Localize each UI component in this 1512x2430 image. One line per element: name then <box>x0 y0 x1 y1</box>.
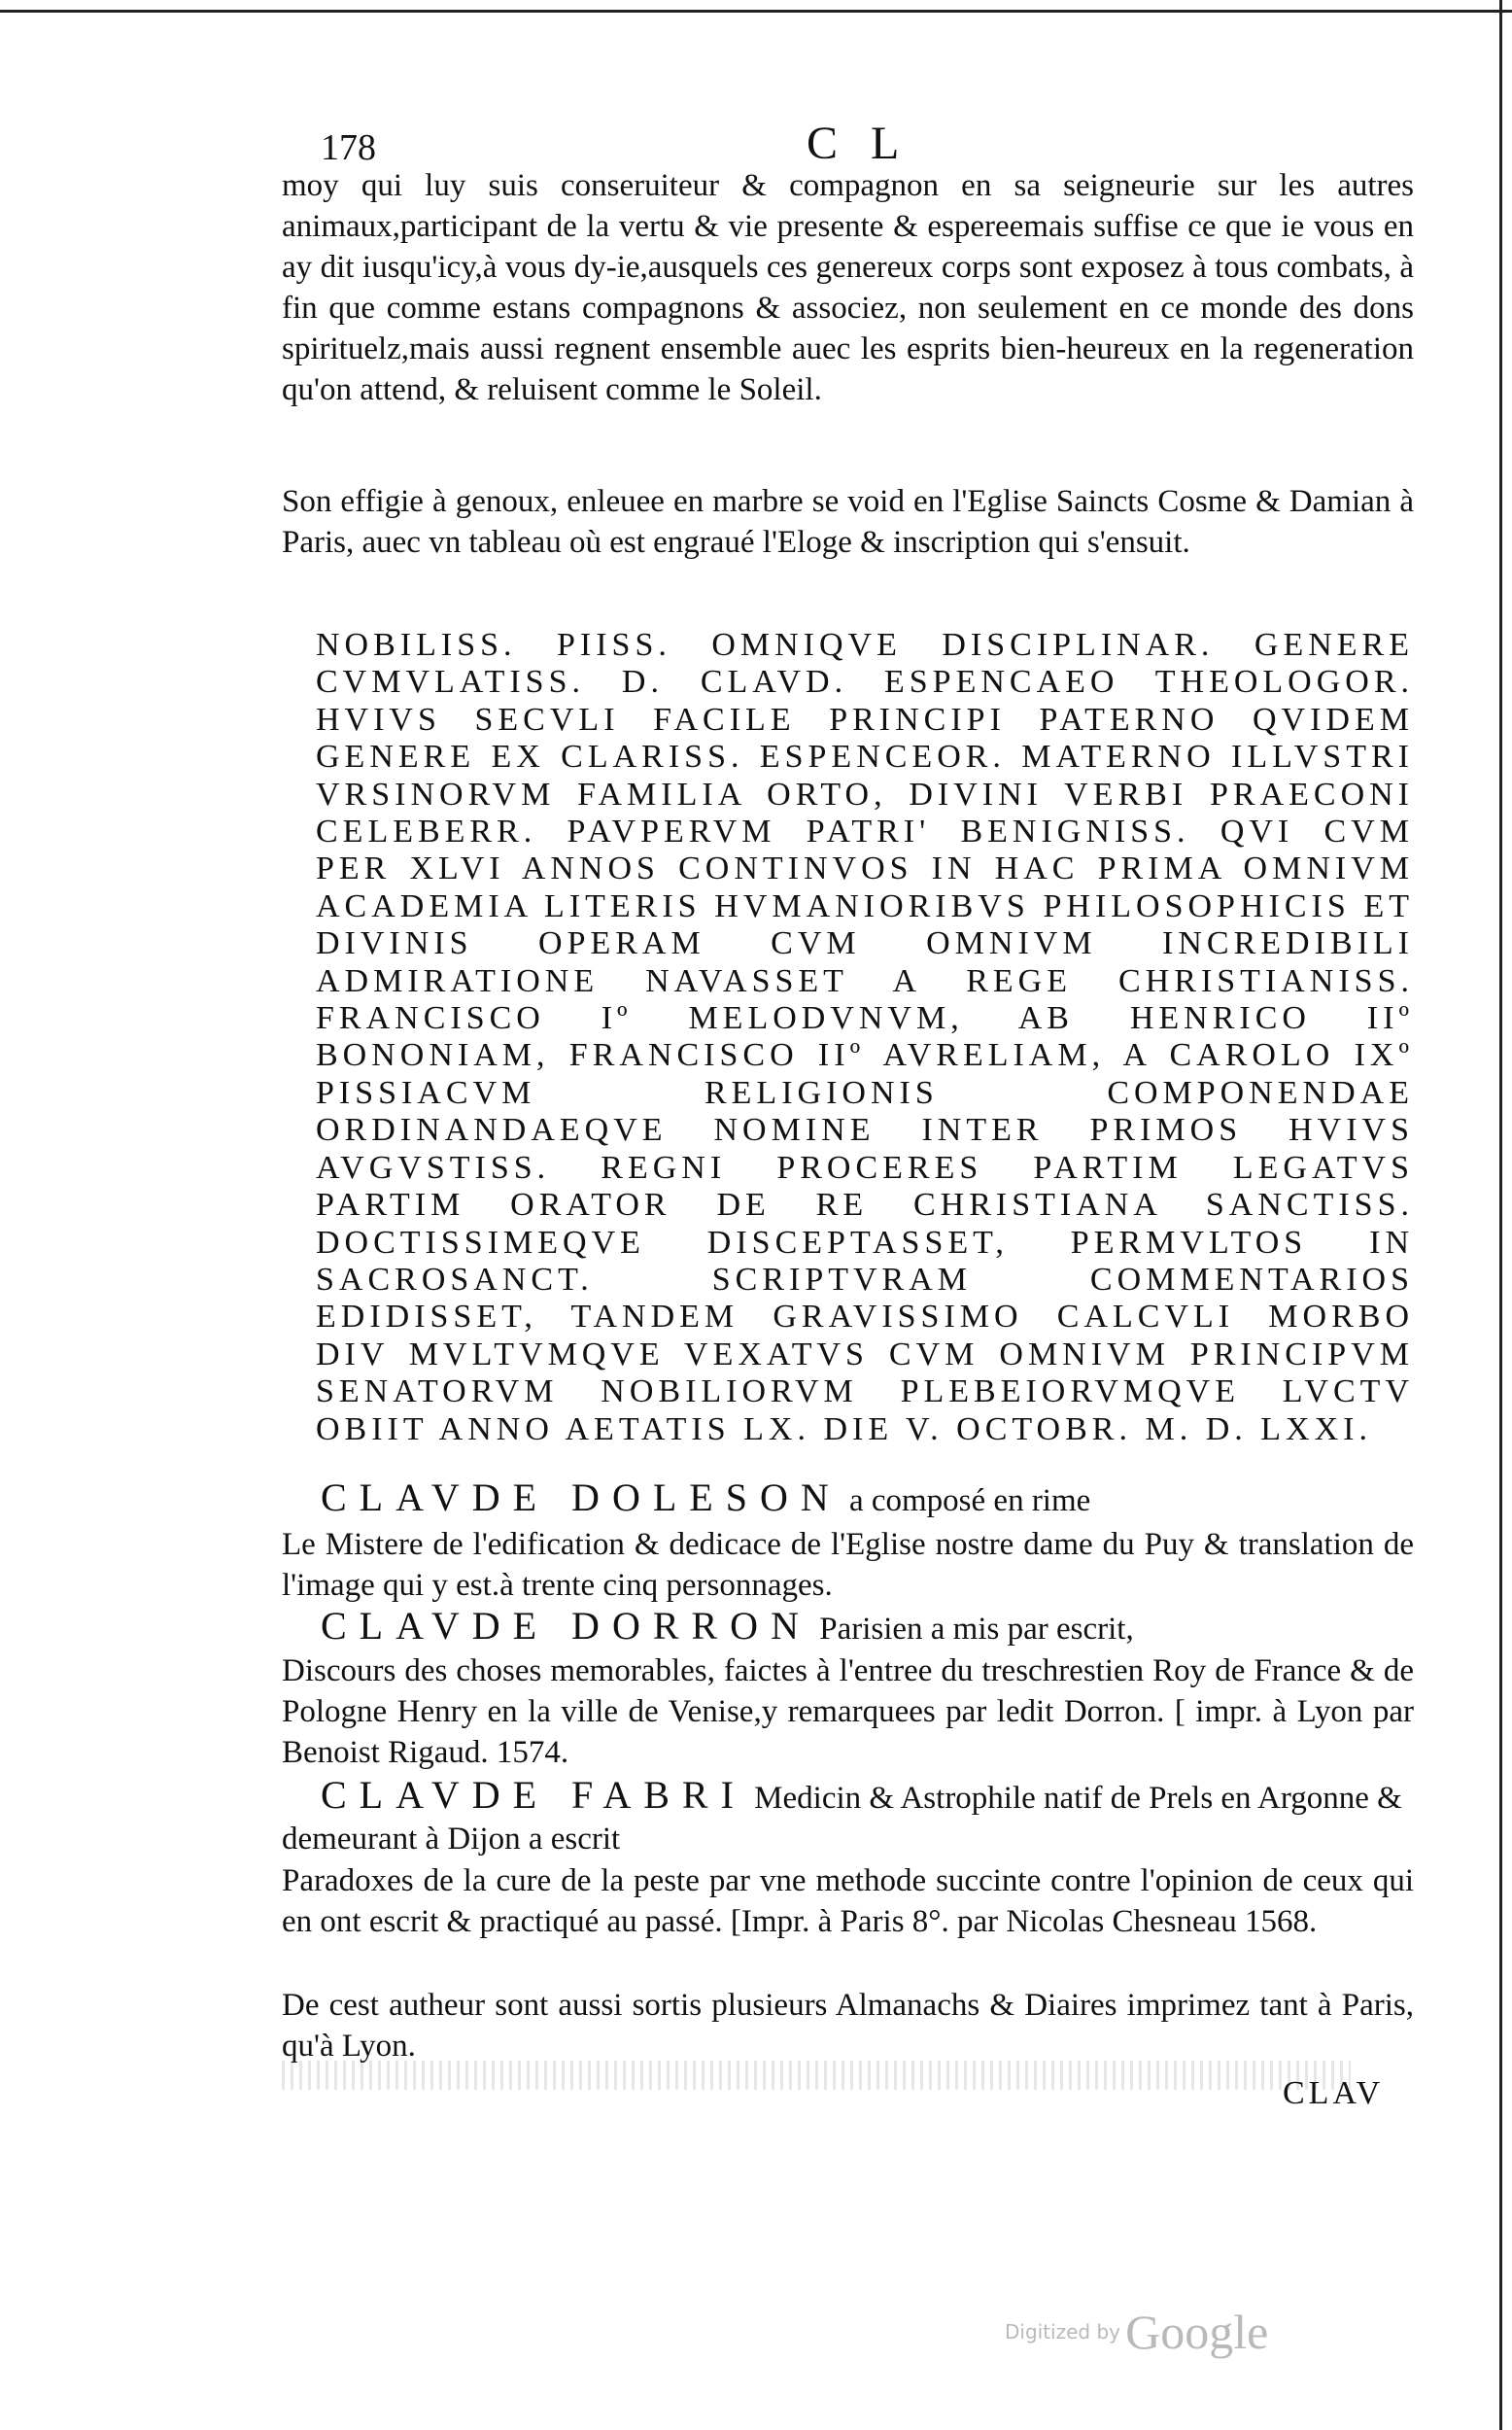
book-page <box>282 0 1414 2430</box>
entry-extra-fabri: De cest autheur sont aussi sortis plusieurs Almanachs & Diaires imprimez tant à Paris, qu'à Lyon. <box>282 1988 1414 2064</box>
bleed-through-text <box>282 2061 1351 2090</box>
paragraph-eloge-end: moy qui luy suis conseruiteur & compagnon en sa seigneurie sur les autres animaux,participant de la vertu & vie presente & espereemais suffise ce que ie vous en ay dit iusqu'icy,à vous dy-ie,ausquels ces genereux corps sont exposez à tous combats, à fin que comme estans compagnons & associez, non seulement en ce monde des dons spirituelz,mais aussi regnent ensemble auec les esprits bien-heureux en la regeneration qu'on attend, & reluisent comme le Soleil. <box>282 168 1414 407</box>
author-name-doleson: CLAVDE DOLESON <box>321 1475 842 1519</box>
author-intro-fabri: Medicin & Astrophile natif de Prels en Argonne & demeurant à Dijon a escrit <box>282 1781 1402 1857</box>
entry-text-dorron: Discours des choses memorables, faictes à l'entree du treschrestien Roy de France & de Pologne Henry en la ville de Venise,y remarquees par ledit Dorron. [ impr. à Lyon par Benoist Rigaud. 1574. <box>282 1653 1414 1770</box>
paragraph-effigy: Son effigie à genoux, enleuee en marbre se void en l'Eglise Saincts Cosme & Damian à Paris, auec vn tableau où est engraué l'Eloge & inscription qui s'ensuit. <box>282 484 1414 560</box>
epitaph-inscription: NOBILISS. PIISS. OMNIQVE DISCIPLINAR. GENERE CVMVLATISS. D. CLAVD. ESPENCAEO THEOLOGOR. HVIVS SECVLI FACILE PRINCIPI PATERNO QVIDEM GENERE EX CLARISS. ESPENCEOR. MATERNO ILLVSTRI VRSINORVM FAMILIA ORTO, DIVINI VERBI PRAECONI CELEBERR. PAVPERVM PATRI' BENIGNISS. QVI CVM PER XLVI ANNOS CONTINVOS IN HAC PRIMA OMNIVM ACADEMIA LITERIS HVMANIORIBVS PHILOSOPHICIS ET DIVINIS OPERAM CVM OMNIVM INCREDIBILI ADMIRATIONE NAVASSET A REGE CHRISTIANISS. FRANCISCO Iº MELODVNVM, AB HENRICO IIº BONONIAM, FRANCISCO IIº AVRELIAM, A CAROLO IXº PISSIACVM RELIGIONIS COMPONENDAE ORDINANDAEQVE NOMINE INTER PRIMOS HVIVS AVGVSTISS. REGNI PROCERES PARTIM LEGATVS PARTIM ORATOR DE RE CHRISTIANA SANCTISS. DOCTISSIMEQVE DISCEPTASSET, PERMVLTOS IN SACROSANCT. SCRIPTVRAM COMMENTARIOS EDIDISSET, TANDEM GRAVISSIMO CALCVLI MORBO DIV MVLTVMQVE VEXATVS CVM OMNIVM PRINCIPVM SENATORVM NOBILIORVM PLEBEIORVMQVE LVCTV OBIIT ANNO AETATIS LX. DIE V. OCTOBR. M. D. LXXI. <box>316 627 1414 1447</box>
entry-heading-fabri <box>282 1775 1414 1859</box>
author-name-dorron: CLAVDE DORRON <box>321 1604 811 1648</box>
page-number: 178 <box>321 127 376 168</box>
author-intro-dorron: Parisien a mis par escrit, <box>819 1612 1134 1647</box>
author-name-fabri: CLAVDE FABRI <box>321 1773 746 1817</box>
entry-text-doleson: Le Mistere de l'edification & dedicace de l'Eglise nostre dame du Puy & translation de l'image qui y est.à trente cinq personnages. <box>282 1527 1414 1603</box>
watermark-prefix: Digitized by <box>1005 2320 1120 2343</box>
entry-heading-dorron <box>282 1606 1414 1649</box>
author-intro-doleson: a composé en rime <box>848 1483 1091 1518</box>
running-head: CL <box>807 118 933 169</box>
catchword: CLAV <box>1283 2075 1385 2111</box>
digitized-watermark <box>1005 2304 1268 2360</box>
entry-heading-doleson <box>282 1477 1414 1521</box>
google-logo: Google <box>1125 2305 1269 2359</box>
page-border-right <box>1499 0 1502 2430</box>
entry-text-fabri: Paradoxes de la cure de la peste par vne methode succinte contre l'opinion de ceux qui en ont escrit & practiqué au passé. [Impr. à Paris 8°. par Nicolas Chesneau 1568. <box>282 1863 1414 1939</box>
